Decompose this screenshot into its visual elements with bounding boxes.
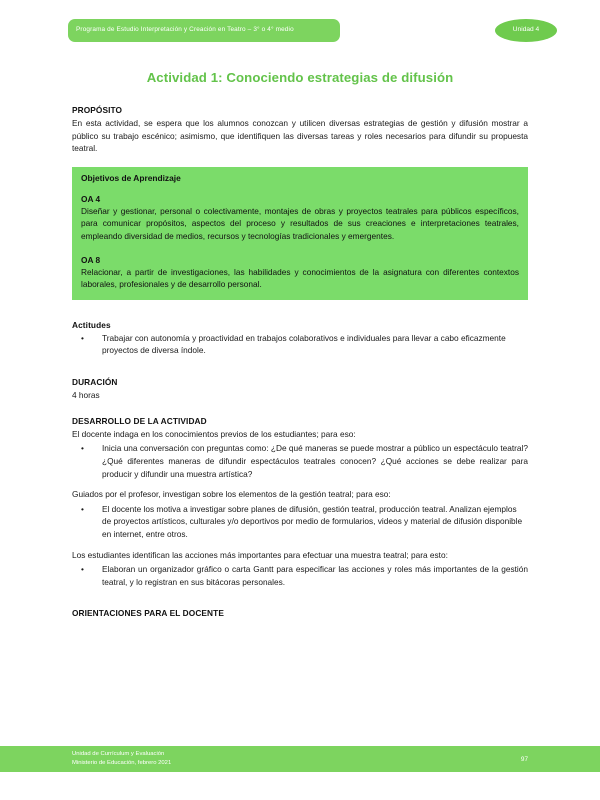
page-number: 97 (520, 755, 528, 763)
desarrollo-lead-2: Guiados por el profesor, investigan sobre los elementos de la gestión teatral; para eso: (72, 489, 391, 500)
header-program-banner (68, 19, 340, 42)
desarrollo-bullet-text-2: El docente los motiva a investigar sobre planes de difusión, gestión teatral, producción teatral. Analizan ejemplos de proyectos artísticos, culturales y/o deportivos por medio de formularios, videos y material de difusión disponible en internet, entre otros. (102, 503, 523, 539)
bullet-icon: • (81, 564, 84, 575)
oa-code-2: OA 8 (81, 254, 101, 265)
actitudes-bullet-text: Trabajar con autonomía y proactividad en trabajos colaborativos e individuales para llevar a cabo eficazmente proyectos de diversa índole. (102, 332, 506, 356)
proposito-text: En esta actividad, se espera que los alumnos conozcan y utilicen diversas estrategias de gestión y difusión mostrar a público su trabajo escénico; asimismo, que identifiquen las diversas tareas y roles necesarios para difundir su propuesta teatral. (72, 118, 528, 154)
proposito-heading: PROPÓSITO (72, 105, 123, 115)
oa-text-2: Relacionar, a partir de investigaciones, las habilidades y conocimientos de la asignatura con diferentes contextos laborales, profesionales y de desarrollo personal. (81, 266, 519, 290)
spacer (72, 541, 528, 549)
orientaciones-heading: ORIENTACIONES PARA EL DOCENTE (72, 608, 224, 619)
spacer (72, 300, 528, 320)
page-header (0, 19, 600, 43)
spacer (72, 402, 528, 416)
desarrollo-lead-3: Los estudiantes identifican las acciones más importantes para efectuar una muestra teatral; para esto: (72, 549, 448, 560)
footer-organization (72, 750, 171, 768)
footer-line-1: Unidad de Currículum y Evaluación (72, 750, 165, 757)
oa-code-1: OA 4 (81, 193, 101, 204)
bullet-icon: • (81, 332, 84, 343)
page-title: Actividad 1: Conociendo estrategias de difusión (146, 70, 454, 85)
document-content (72, 105, 528, 620)
desarrollo-bullet-text-1: Inicia una conversación con preguntas como: ¿De qué maneras se puede mostrar a público un espectáculo teatral? ¿Qué diferentes maneras de difundir espectáculos teatrales conocen? ¿Qué acciones se debe realizar para producir y difundir una muestra artística? (102, 443, 528, 479)
duracion-value: 4 horas (72, 390, 100, 401)
unit-badge-label: Unidad 4 (512, 26, 540, 34)
desarrollo-bullet-item (72, 563, 528, 588)
page-footer (0, 746, 600, 772)
desarrollo-bullet-text-3: Elaboran un organizador gráfico o carta Gantt para especificar las acciones y roles más importantes de la gestión teatral, y lo registran en sus bitácoras personales. (102, 564, 528, 587)
unit-badge (495, 19, 557, 42)
desarrollo-lead-1: El docente indaga en los conocimientos previos de los estudiantes; para eso: (72, 428, 356, 439)
desarrollo-heading: DESARROLLO DE LA ACTIVIDAD (72, 415, 207, 426)
desarrollo-bullet-item (72, 442, 528, 480)
actitudes-bullet-item (72, 332, 528, 357)
oa-text-1: Diseñar y gestionar, personal o colectivamente, montajes de obras y proyectos teatrales para públicos específicos, para comunicar propósitos, aspectos del proceso y resultados de sus creaciones e interpretaciones teatrales, empleando diversidad de medios, recursos y tecnologías tradicionales y emergentes. (81, 205, 519, 242)
spacer (72, 357, 528, 377)
objetivos-aprendizaje-box (72, 167, 528, 300)
bullet-icon: • (81, 503, 84, 514)
actitudes-heading: Actitudes (72, 319, 111, 330)
header-program-label: Programa de Estudio Interpretación y Creación en Teatro – 3° o 4° medio (76, 26, 294, 34)
oa-divider (81, 243, 519, 255)
bullet-icon: • (81, 443, 84, 454)
duracion-heading: DURACIÓN (72, 377, 118, 388)
spacer (72, 588, 528, 608)
footer-line-2: Ministerio de Educación, febrero 2021 (72, 760, 172, 766)
spacer (72, 480, 528, 488)
desarrollo-bullet-item (72, 503, 528, 541)
objetivos-box-title: Objetivos de Aprendizaje (81, 172, 181, 183)
